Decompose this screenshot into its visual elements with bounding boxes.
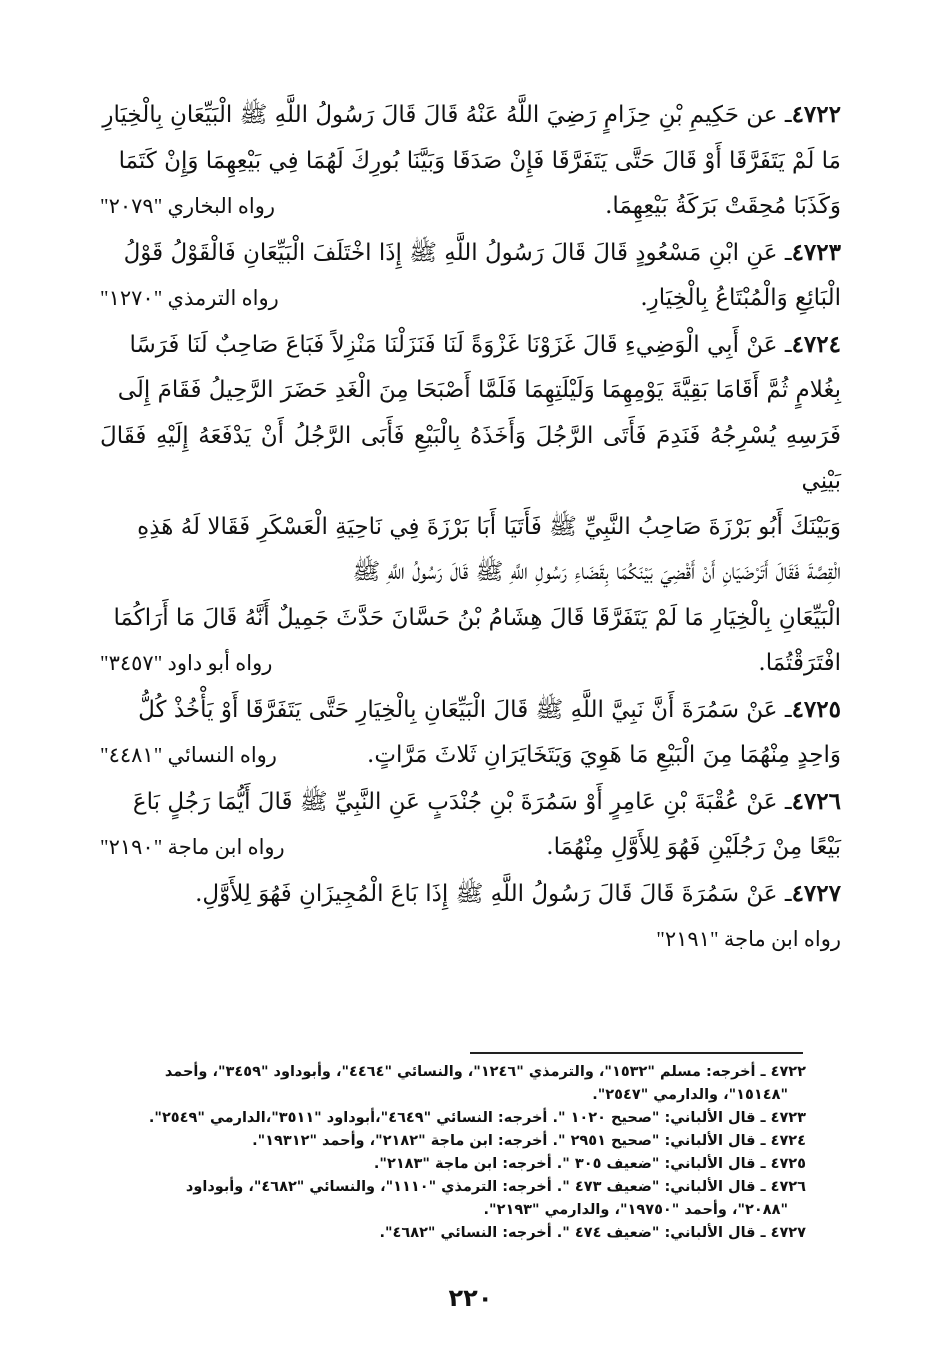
hadith-last-line: الْبَائِعِ وَالْمُبْتَاعُ بِالْخِيَارِ. رواه الترمذي "١٢٧٠"	[100, 276, 841, 322]
hadith-text: ٤٧٢٢ـ عن حَكِيمِ بْنِ حِزَامٍ رَضِيَ اللَّهُ عَنْهُ قَالَ قَالَ رَسُولُ اللَّهِ ﷺ الْبَيِّعَانِ بِالْخِيَارِ مَا لَمْ يَتَفَرَّقَا أَوْ قَالَ حَتَّى يَتَفَرَّقَا فَإِنْ صَدَقَا وَبَيَّنَا بُورِكَ لَهُمَا فِي بَيْعِهِمَا وَإِنْ كَتَمَا	[102, 101, 841, 174]
hadith-number: ٤٧٢٢	[791, 101, 841, 128]
hadith-4724	[100, 322, 841, 687]
footnote-4724: ٤٧٢٤ ـ قال الألباني: "صحيح ٢٩٥١ ". أخرجه: ابن ماجة "٢١٨٢"، وأحمد "١٩٣١٢".	[252, 1133, 806, 1149]
hadith-4722	[100, 92, 841, 230]
footnote-4722: ٤٧٢٢ ـ أخرجه: مسلم "١٥٣٢"، والترمذي "١٢٤٦"، والنسائي "٤٤٦٤"، وأبوداود "٣٤٥٩"، وأحمد "١٥١٤٨"، والدارمي "٢٥٤٧".	[164, 1064, 806, 1103]
hadith-source: رواه البخاري "٢٠٧٩"	[100, 194, 275, 218]
hadith-number: ٤٧٢٥	[791, 695, 841, 723]
hadith-last-line: وَكَذَبَا مُحِقَتْ بَرَكَةُ بَيْعِهِمَا. رواه البخاري "٢٠٧٩"	[100, 184, 841, 230]
hadith-last-line: وَاحِدٍ مِنْهُمَا مِنَ الْبَيْعِ مَا هَوِيَ وَيَتَخَايَرَانِ ثَلاثَ مَرَّاتٍ. رواه النسائي "٤٤٨١"	[100, 733, 841, 779]
hadith-4723	[100, 230, 841, 322]
hadith-body	[100, 92, 841, 963]
hadith-number: ٤٧٢٤	[791, 330, 841, 358]
hadith-last-line: افْتَرَقْتُمَا. رواه أبو داود "٣٤٥٧"	[100, 641, 841, 687]
hadith-4727	[100, 871, 841, 963]
footnote-divider	[470, 1052, 803, 1054]
footnotes	[100, 1061, 806, 1245]
hadith-number: ٤٧٢٦	[791, 787, 841, 815]
footnote-4725: ٤٧٢٥ ـ قال الألباني: "ضعيف ٣٠٥ ". أخرجه: ابن ماجة "٢١٨٣".	[373, 1156, 806, 1172]
hadith-text: ٤٧٢٦ـ عَنْ عُقْبَةَ بْنِ عَامِرٍ أَوْ سَمُرَةَ بْنِ جُنْدَبٍ عَنِ النَّبِيِّ ﷺ قَالَ أَيُّمَا رَجُلٍ بَاعَ	[132, 787, 841, 815]
hadith-text: ٤٧٢٤ـ عَنْ أَبِي الْوَضِيءِ قَالَ غَزَوْنَا غَزْوَةً لَنَا فَنَزَلْنَا مَنْزِلاً فَبَاعَ صَاحِبٌ لَنَا فَرَسًا بِغُلامٍ ثُمَّ أَقَامَا بَقِيَّةَ يَوْمِهِمَا وَلَيْلَتِهِمَا فَلَمَّا أَصْبَحَا مِنَ الْغَدِ حَضَرَ الرَّحِيلُ فَقَامَ إِلَى فَرَسِهِ يُسْرِجُهُ فَنَدِمَ فَأَتَى الرَّجُلَ وَأَخَذَهُ بِالْبَيْعِ فَأَبَى الرَّجُلُ أَنْ يَدْفَعَهُ إِلَيْهِ فَقَالَ بَيْنِي وَبَيْنَكَ أَبُو بَرْزَةَ صَاحِبُ النَّبِيِّ ﷺ فَأَتَيَا أَبَا بَرْزَةَ فِي نَاحِيَةِ الْعَسْكَرِ فَقَالا لَهُ هَذِهِ الْقِصَّةَ فَقَالَ أَتَرْضَيَانِ أَنْ أَقْضِيَ بَيْنَكُمَا بِقَضَاءِ رَسُولِ اللَّهِ ﷺ قَالَ رَسُولُ اللَّهِ ﷺ الْبَيِّعَانِ بِالْخِيَارِ مَا لَمْ يَتَفَرَّقَا قَالَ هِشَامُ بْنُ حَسَّانَ حَدَّثَ جَمِيلٌ أَنَّهُ قَالَ مَا أَرَاكُمَا	[100, 330, 841, 631]
hadith-number: ٤٧٢٣	[791, 238, 841, 266]
hadith-last-line: بَيْعًا مِنْ رَجُلَيْنِ فَهُوَ لِلأَوَّلِ مِنْهُمَا. رواه ابن ماجة "٢١٩٠"	[100, 825, 841, 871]
footnote-4727: ٤٧٢٧ ـ قال الألباني: "ضعيف ٤٧٤ ". أخرجه: النسائي "٤٦٨٢".	[379, 1225, 806, 1241]
hadith-number: ٤٧٢٧	[791, 879, 841, 907]
hadith-source: رواه أبو داود "٣٤٥٧"	[100, 651, 273, 675]
hadith-4726	[100, 779, 841, 871]
hadith-text: ٤٧٢٣ـ عَنِ ابْنِ مَسْعُودٍ قَالَ قَالَ رَسُولُ اللَّهِ ﷺ إِذَا اخْتَلَفَ الْبَيِّعَانِ فَالْقَوْلُ قَوْلُ	[123, 238, 841, 266]
hadith-source: رواه ابن ماجة "٢١٩٠"	[100, 835, 285, 859]
hadith-text: ٤٧٢٧ـ عَنْ سَمُرَةَ قَالَ قَالَ رَسُولُ اللَّهِ ﷺ إِذَا بَاعَ الْمُجِيزَانِ فَهُوَ لِلأَوَّلِ.	[195, 879, 841, 907]
hadith-source: رواه النسائي "٤٤٨١"	[100, 743, 277, 767]
hadith-source: رواه ابن ماجة "٢١٩١"	[656, 927, 841, 951]
footnote-4723: ٤٧٢٣ ـ قال الألباني: "صحيح ١٠٢٠ ". أخرجه: النسائي "٤٦٤٩"،أبوداود "٣٥١١"،الدارمي "٢٥٤٩".	[148, 1110, 806, 1126]
hadith-4725	[100, 687, 841, 779]
footnote-4726: ٤٧٢٦ ـ قال الألباني: "ضعيف ٤٧٣ ". أخرجه: الترمذي "١١١٠"، والنسائي "٤٦٨٢"، وأبوداود "٢٠٨٨"، وأحمد "١٩٧٥٠"، والدارمي "٢١٩٣".	[185, 1179, 806, 1218]
hadith-text: ٤٧٢٥ـ عَنْ سَمُرَةَ أَنَّ نَبِيَّ اللَّهِ ﷺ قَالَ الْبَيِّعَانِ بِالْخِيَارِ حَتَّى يَتَفَرَّقَا أَوْ يَأْخُذْ كُلُّ	[138, 695, 841, 723]
hadith-source: رواه الترمذي "١٢٧٠"	[100, 286, 279, 310]
page-number: ٢٢٠	[448, 1284, 493, 1312]
